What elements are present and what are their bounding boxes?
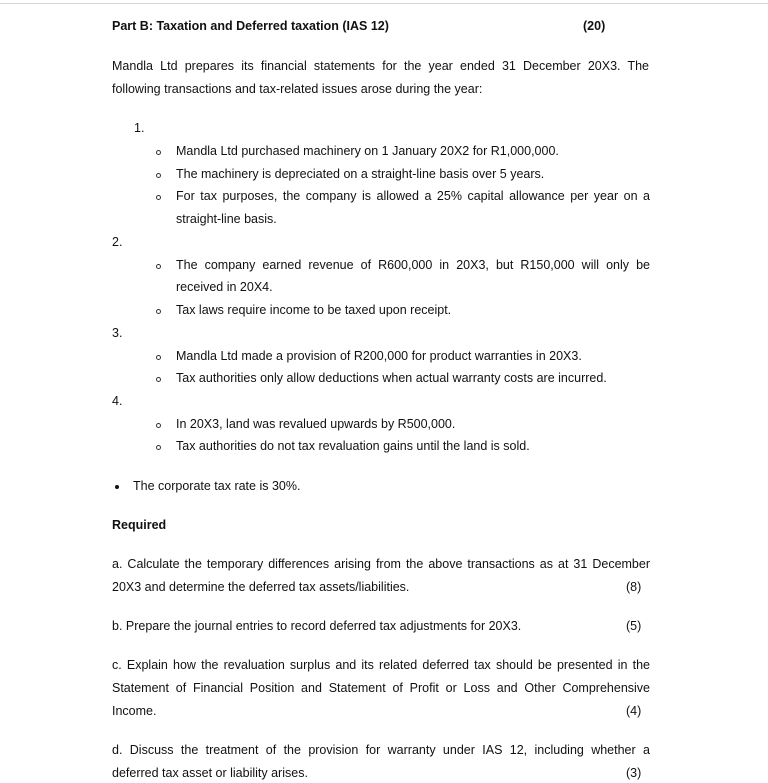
hollow-bullet-icon [156,173,161,178]
hollow-bullet-icon [156,150,161,155]
question-a-marks: (8) [626,580,642,594]
item-3-bullet-2: Tax authorities only allow deductions when actual warranty costs are incurred. [176,371,607,385]
hollow-bullet-icon [156,264,161,269]
item-1-bullet-2: The machinery is depreciated on a straight-line basis over 5 years. [176,167,545,181]
hollow-bullet-icon [156,195,161,200]
section-marks: (20) [583,19,606,33]
item-1-bullet-1: Mandla Ltd purchased machinery on 1 January 20X2 for R1,000,000. [176,144,559,158]
hollow-bullet-icon [156,309,161,314]
item-2-bullet-1-line-1: The company earned revenue of R600,000 in 20X3, but R150,000 will only be [176,258,650,272]
intro-line-1: Mandla Ltd prepares its financial statements for the year ended 31 December 20X3. The [112,59,649,73]
question-a-line-1: a. Calculate the temporary differences arising from the above transactions as at 31 December [112,557,650,571]
top-border [0,3,768,4]
required-heading: Required [112,518,167,532]
item-number-2: 2. [112,235,123,249]
question-b-marks: (5) [626,619,642,633]
item-2-bullet-1-line-2: received in 20X4. [176,280,273,294]
question-a-line-2: 20X3 and determine the deferred tax assets/liabilities. [112,580,410,594]
solid-bullet-icon [115,485,119,489]
question-b-line-1: b. Prepare the journal entries to record deferred tax adjustments for 20X3. [112,619,522,633]
question-c-line-2: Statement of Financial Position and Statement of Profit or Loss and Other Comprehensive [112,681,650,695]
tax-rate-note: The corporate tax rate is 30%. [133,479,301,493]
intro-line-2: following transactions and tax-related issues arose during the year: [112,82,483,96]
hollow-bullet-icon [156,355,161,360]
question-d-marks: (3) [626,766,642,780]
item-2-bullet-2: Tax laws require income to be taxed upon receipt. [176,303,452,317]
item-number-1: 1. [134,121,145,135]
question-c-line-1: c. Explain how the revaluation surplus and its related deferred tax should be presented in the [112,658,650,672]
question-c-marks: (4) [626,704,642,718]
item-4-bullet-2: Tax authorities do not tax revaluation gains until the land is sold. [176,439,530,453]
hollow-bullet-icon [156,377,161,382]
section-title: Part B: Taxation and Deferred taxation (IAS 12) [112,19,389,33]
item-4-bullet-1: In 20X3, land was revalued upwards by R500,000. [176,417,456,431]
item-1-bullet-3-line-2: straight-line basis. [176,212,277,226]
item-3-bullet-1: Mandla Ltd made a provision of R200,000 for product warranties in 20X3. [176,349,582,363]
item-number-3: 3. [112,326,123,340]
question-d-line-1: d. Discuss the treatment of the provision for warranty under IAS 12, including whether a [112,743,650,757]
hollow-bullet-icon [156,445,161,450]
question-d-line-2: deferred tax asset or liability arises. [112,766,308,780]
item-1-bullet-3-line-1: For tax purposes, the company is allowed a 25% capital allowance per year on a [176,189,650,203]
question-c-line-3: Income. [112,704,157,718]
hollow-bullet-icon [156,423,161,428]
item-number-4: 4. [112,394,123,408]
